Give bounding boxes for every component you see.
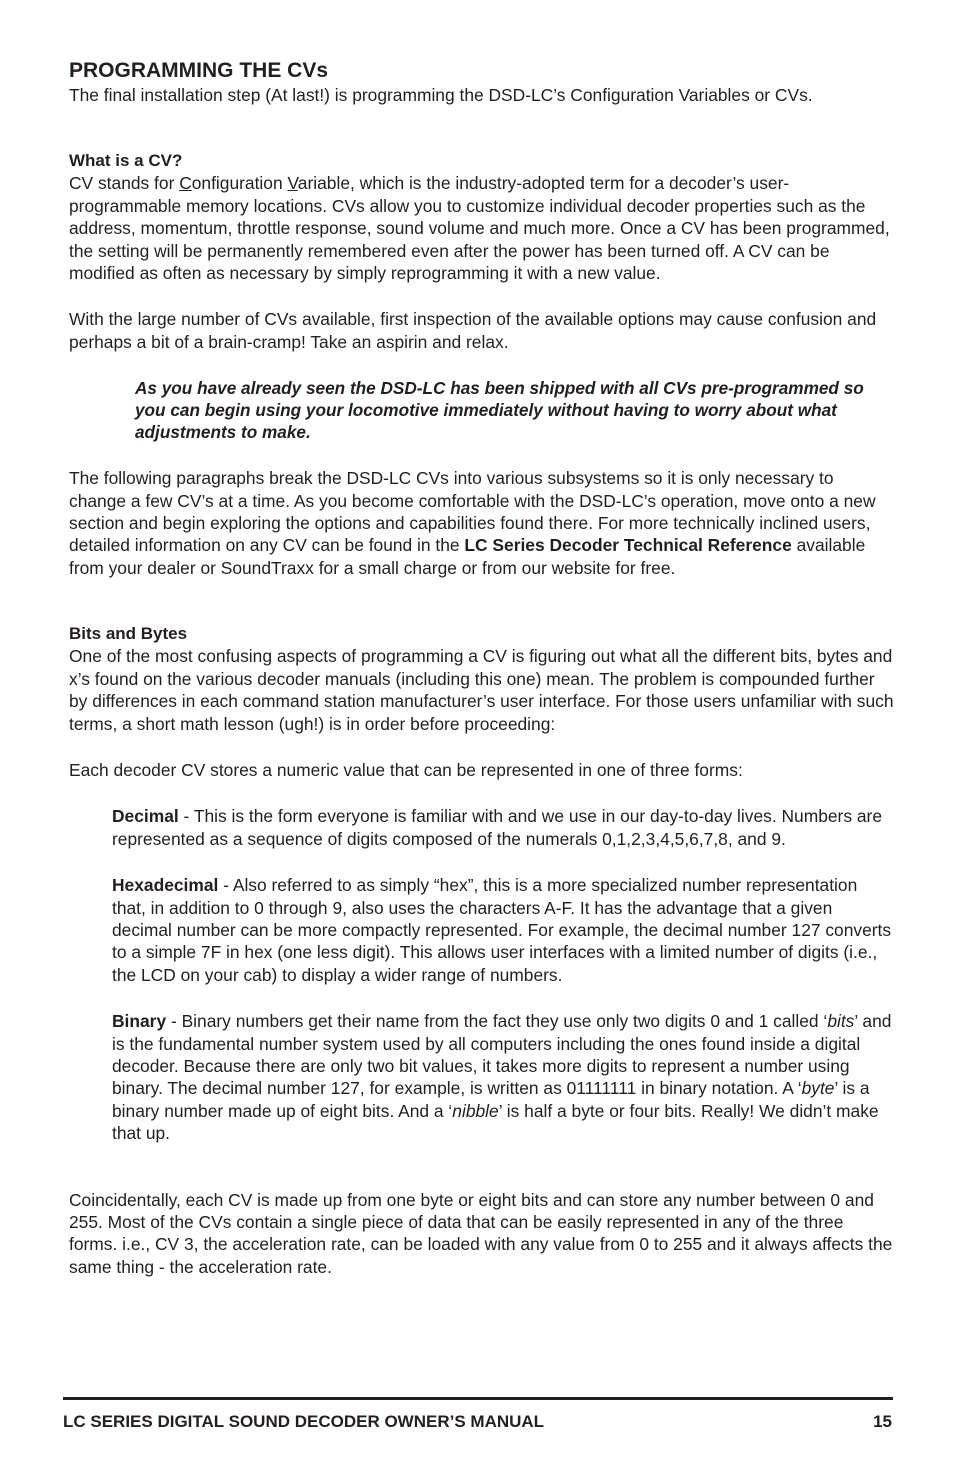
subsystems-paragraph <box>69 467 895 579</box>
text-run: - This is the form everyone is familiar with and we use in our day-to-day lives. Numbers are represented as a sequence of digits composed of the numerals 0,1,2,3,4,5,6,7,8, and 9. <box>112 806 883 849</box>
page-body <box>69 58 895 1278</box>
text-run: CV stands for <box>69 173 180 194</box>
section-heading-bits-bytes: Bits and Bytes <box>69 624 188 644</box>
callout-note: As you have already seen the DSD-LC has been shipped with all CVs pre-programmed so you can begin using your locomotive immediately without having to worry about what adjustments to make. <box>135 378 864 443</box>
text-run: ’ is half a byte or four bits. Really! We didn’t make that up. <box>112 1100 879 1144</box>
binary-definition <box>112 1010 895 1144</box>
binary-term: Binary <box>112 1011 167 1032</box>
text-run: available from your dealer or SoundTraxx for a small charge or from our website for free. <box>69 535 866 578</box>
nibble-word: nibble <box>452 1100 499 1121</box>
hexadecimal-term: Hexadecimal <box>112 875 219 896</box>
decimal-term: Decimal <box>112 806 179 827</box>
footer-divider <box>63 1397 893 1400</box>
text-run: ariable, which is the industry-adopted term for a decoder’s user-programmable memory locations. CVs allow you to customize individual decoder properties such as the address, momentum, throttle response, sound volume and much more. Once a CV has been programmed, the setting will be permanently remembered even after the power has been turned off. A CV can be modified as often as necessary by simply reprogramming it with a new value. <box>69 173 890 284</box>
cv-definition-paragraph <box>69 172 895 284</box>
bits-intro-paragraph: One of the most confusing aspects of programming a CV is figuring out what all the different bits, bytes and x’s found on the various decoder manuals (including this one) mean. The problem is compounded further by differences in each command station manufacturer’s user interface. For those users unfamiliar with such terms, a short math lesson (ugh!) is in order before proceeding: <box>69 646 894 734</box>
text-run: ’ and is the fundamental number system used by all computers including the ones found inside a digital decoder. Because there are only two bit values, it takes more digits to represent a number using binary. The decimal number 127, for example, is written as 01111111 in binary notation. A ‘ <box>112 1011 892 1099</box>
footer-title: LC SERIES DIGITAL SOUND DECODER OWNER’S MANUAL <box>63 1412 545 1431</box>
underlined-v: V <box>287 173 298 194</box>
intro-paragraph: The final installation step (At last!) is programming the DSD-LC’s Configuration Variables or CVs. <box>69 85 813 105</box>
cv-options-paragraph: With the large number of CVs available, first inspection of the available options may cause confusion and perhaps a bit of a brain-cramp! Take an aspirin and relax. <box>69 309 877 352</box>
section-heading-what-is-cv: What is a CV? <box>69 151 183 171</box>
text-run: ’ is a binary number made up of eight bits. And a ‘ <box>112 1078 870 1121</box>
coincidence-paragraph: Coincidentally, each CV is made up from one byte or eight bits and can store any number between 0 and 255. Most of the CVs contain a single piece of data that can be easily represented in any of the three forms. i.e., CV 3, the acceleration rate, can be loaded with any value from 0 to 255 and it always affects the same thing - the acceleration rate. <box>69 1189 893 1277</box>
text-run: - Also referred to as simply “hex”, this is a more specialized number representation that, in addition to 0 through 9, also uses the characters A-F. It has the advantage that a given decimal number can be more compactly represented. For example, the decimal number 127 converts to a simple 7F in hex (one less digit). This allows user interfaces with a limited number of digits (i.e., the LCD on your cab) to display a wider range of numbers. <box>112 875 892 985</box>
hexadecimal-definition <box>112 874 895 986</box>
reference-title: LC Series Decoder Technical Reference <box>464 535 792 556</box>
text-run: - Binary numbers get their name from the fact they use only two digits 0 and 1 called ‘ <box>166 1011 828 1032</box>
underlined-c: C <box>179 173 192 194</box>
byte-word: byte <box>801 1078 835 1099</box>
forms-paragraph: Each decoder CV stores a numeric value that can be represented in one of three forms: <box>69 759 743 780</box>
page-number: 15 <box>873 1412 892 1431</box>
decimal-definition <box>112 805 895 850</box>
bits-word: bits <box>827 1011 855 1032</box>
text-run: onfiguration <box>191 173 288 194</box>
text-run: The following paragraphs break the DSD-LC CVs into various subsystems so it is only necessary to change a few CV’s at a time. As you become comfortable with the DSD-LC’s operation, move onto a new section and begin exploring the options and capabilities found there. For more technically inclined users, detailed information on any CV can be found in the <box>69 468 876 556</box>
page-title: PROGRAMMING THE CVs <box>69 59 329 82</box>
